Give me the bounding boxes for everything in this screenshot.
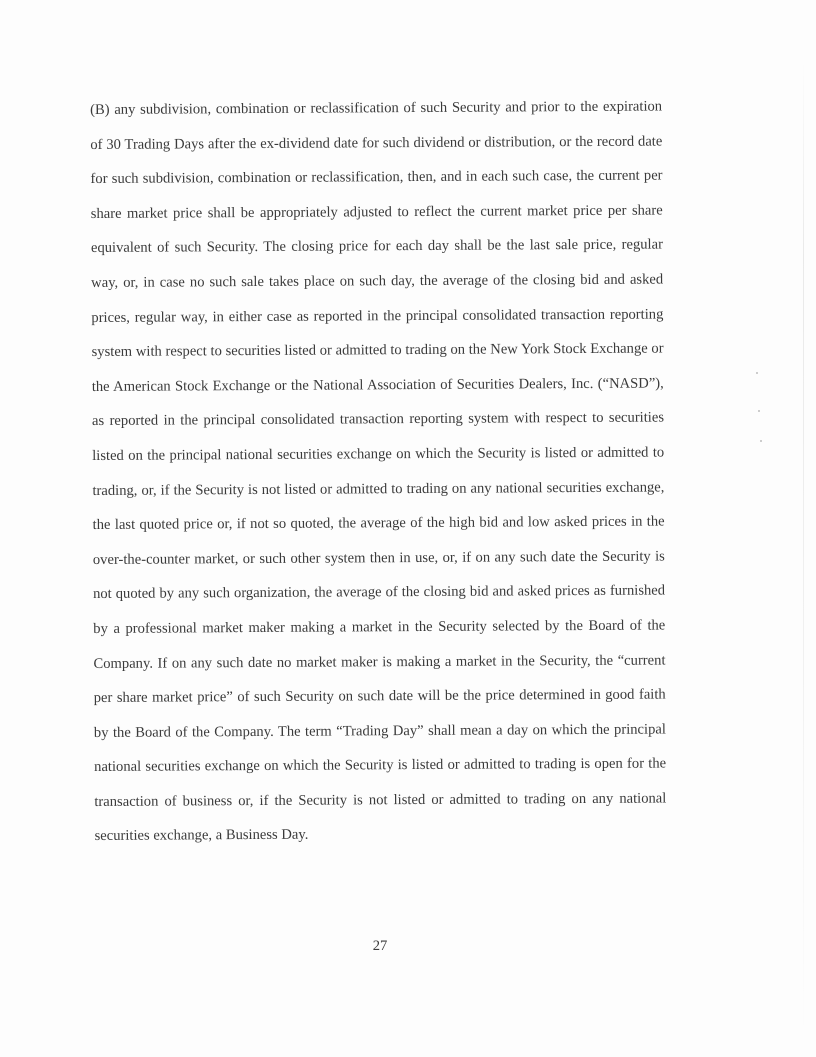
scan-speck — [760, 440, 762, 442]
scan-speck — [758, 410, 760, 412]
scan-edge-shadow — [803, 60, 804, 1040]
page-number: 27 — [372, 938, 388, 954]
scan-speck — [756, 372, 758, 374]
body-paragraph: (B) any subdivision, combination or reclassification of such Security and prior to the expiration of 30 Trading Days after the ex-dividend date for such dividend or distribution, or the record date for such subdivision, combination or reclassification, then, and in each such case, the current per share market price shall be appropriately adjusted to reflect the current market price per share equivalent of such Security. The closing price for each day shall be the last sale price, regular way, or, in case no such sale takes place on such day, the average of the closing bid and asked prices, regular way, in either case as reported in the principal consolidated transaction reporting system with respect to securities listed or admitted to trading on the New York Stock Exchange or the American Stock Exchange or the National Association of Securities Dealers, Inc. (“NASD”), as reported in the principal consolidated transaction reporting system with respect to securities listed on the principal national securities exchange on which the Security is listed or admitted to trading, or, if the Security is not listed or admitted to trading on any national securities exchange, the last quoted price or, if not so quoted, the average of the high bid and low asked prices in the over-the-counter market, or such other system then in use, or, if on any such date the Security is not quoted by any such organization, the average of the closing bid and asked prices as furnished by a professional market maker making a market in the Security selected by the Board of the Company. If on any such date no market maker is making a market in the Security, the “current per share market price” of such Security on such date will be the price determined in good faith by the Board of the Company. The term “Trading Day” shall mean a day on which the principal national securities exchange on which the Security is listed or admitted to trading is open for the transaction of business or, if the Security is not listed or admitted to trading on any national securities exchange, a Business Day. — [90, 98, 667, 845]
